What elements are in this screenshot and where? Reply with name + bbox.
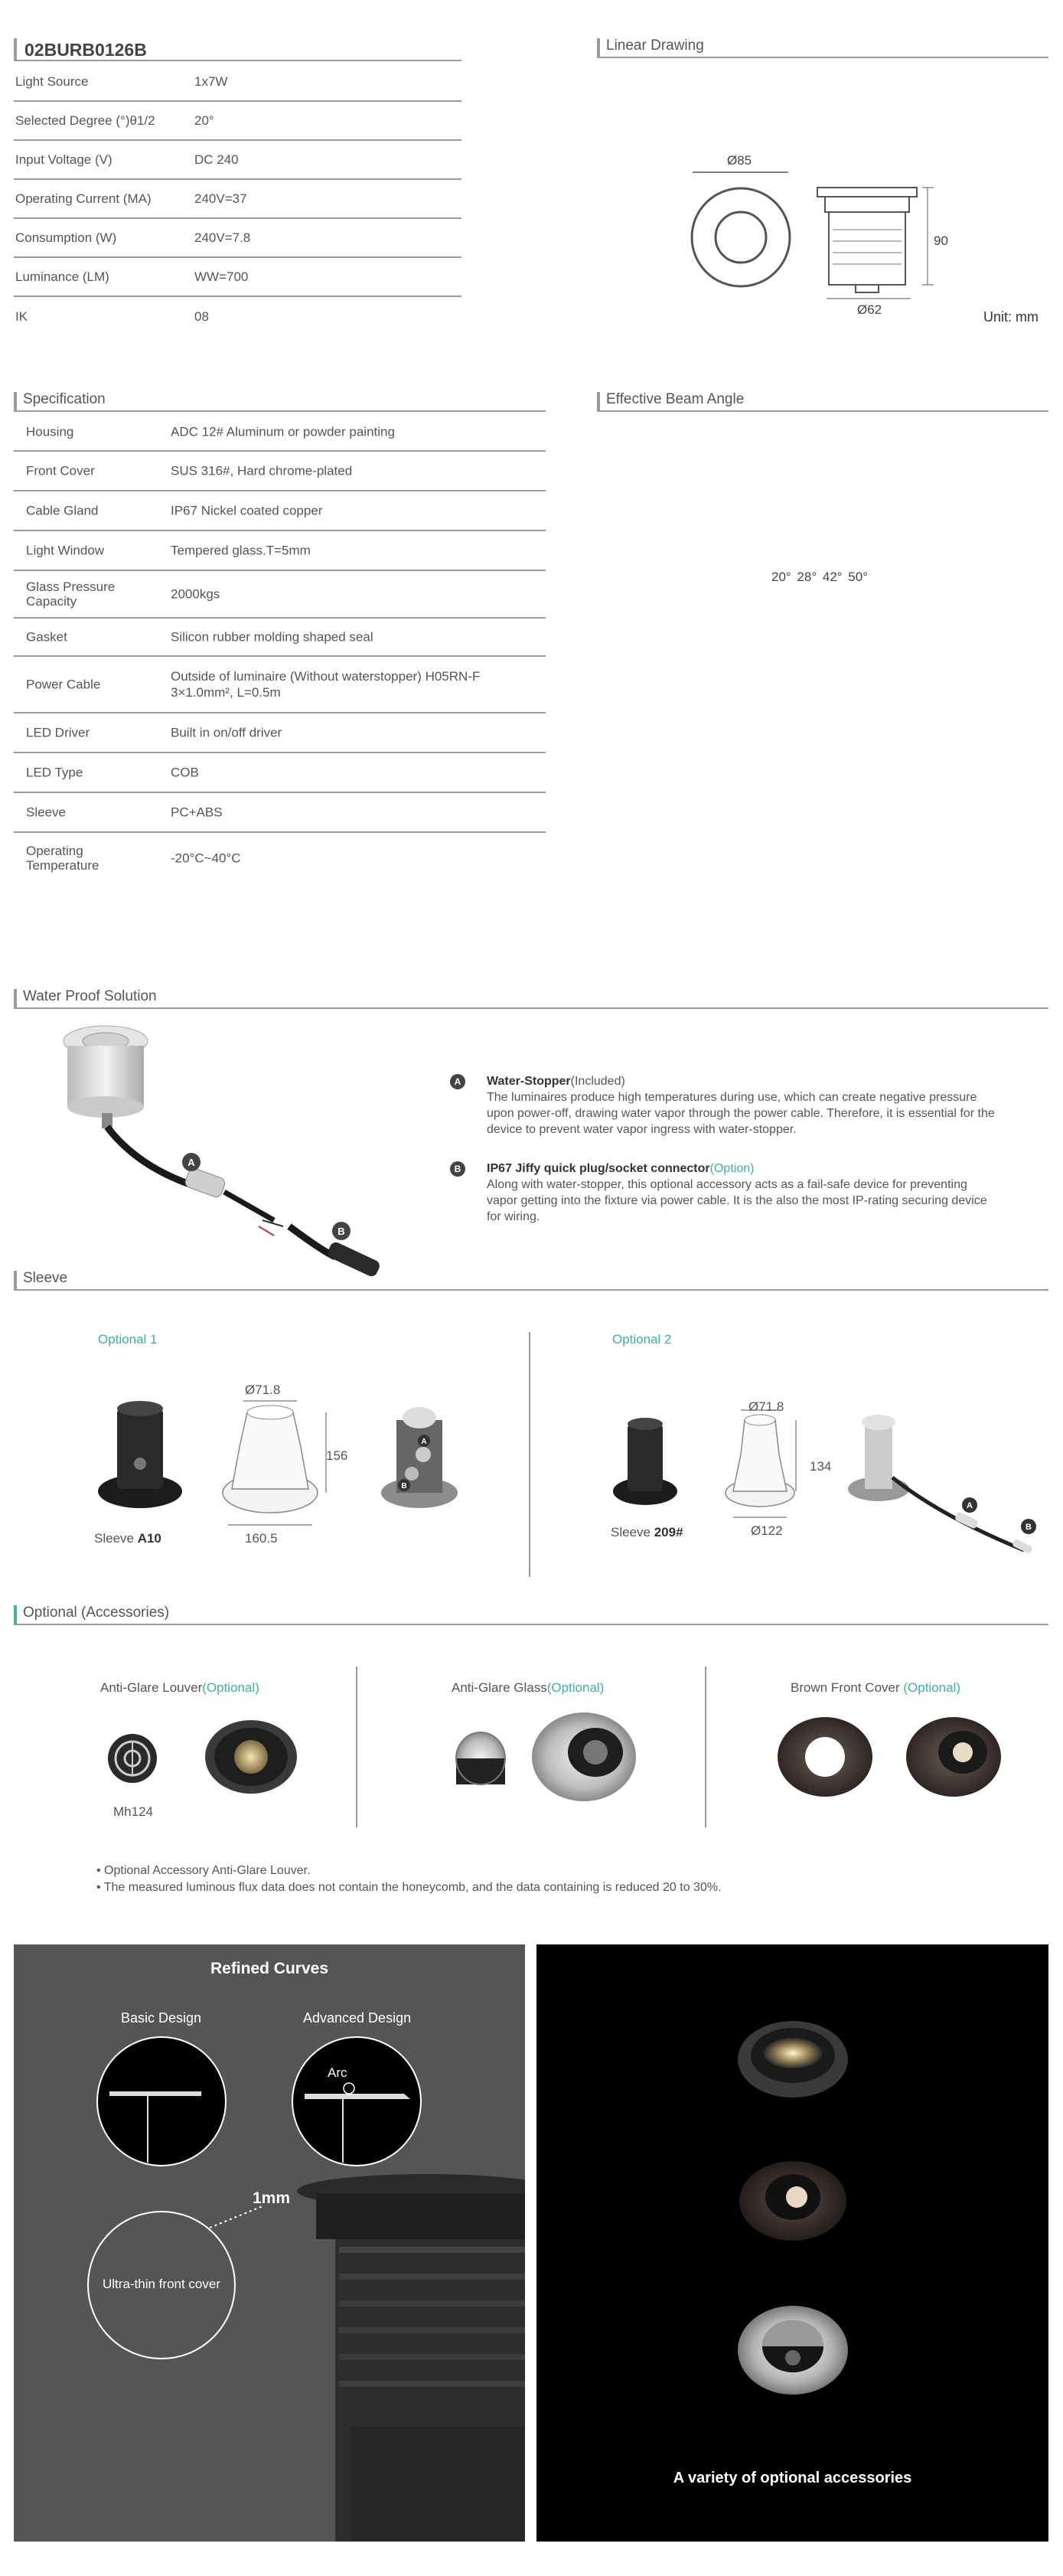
specification-row [14,452,546,491]
waterstopper-suffix: (Included) [570,1075,625,1088]
acc-note-1: • Optional Accessory Anti-Glare Louver. [96,1864,311,1877]
sleeve-opt1-images [83,1378,511,1546]
spec-top-label: Operating Current (MA) [15,191,152,206]
linear-drawing-section [597,38,1048,329]
specification-value: 2000kgs [171,586,220,602]
specification-label: Power Cable [26,677,101,692]
specification-section [14,392,546,928]
unit-label: Unit: mm [983,309,1039,325]
specification-row [14,413,546,452]
variety-caption: A variety of optional accessories [673,2470,912,2486]
specification-title: Specification [23,391,106,407]
beam-angle-title: Effective Beam Angle [606,391,745,407]
sleeve-title: Sleeve [23,1270,68,1286]
svg-text:B: B [337,1226,345,1237]
mh-label: Mh124 [113,1804,153,1819]
svg-text:A: A [187,1157,195,1168]
accessories-variety-panel [536,1944,1048,2542]
sleeve-opt2-images [595,1401,1055,1569]
specification-label: Housing [26,424,74,439]
specification-value: Outside of luminaire (Without waterstopper) H05RN-F 3×1.0mm², L=0.5m [171,669,481,700]
linear-drawing-title: Linear Drawing [606,38,704,54]
top-view-inner [716,212,766,263]
spec-top-row [14,258,461,297]
spec-top-value: 240V=37 [194,191,247,206]
spec-top-value: 240V=7.8 [194,230,251,245]
dim-bottom-label: Ø62 [857,302,882,317]
waterproof-section [14,989,1048,1288]
specification-value: IP67 Nickel coated copper [171,503,323,518]
specification-row [14,793,546,833]
specification-value: Silicon rubber molding shaped seal [171,629,373,645]
top-specs [14,38,461,337]
sleeve-opt2-dim-top: Ø71.8 [748,1399,784,1414]
sleeve-opt1-name: Sleeve A10 [94,1531,161,1546]
spec-top-label: Consumption (W) [15,230,117,245]
specification-value: PC+ABS [171,805,223,820]
specification-label: Sleeve [26,805,66,820]
spec-top-label: Input Voltage (V) [15,152,112,167]
connector-text: Along with water-stopper, this optional accessory acts as a fail-safe device for preventing vapor getting into the fixture via power cable. It is the also the most IP-rating securing device for wiring. [487,1178,987,1223]
connector-title: IP67 Jiffy quick plug/socket connector [487,1162,710,1175]
specification-label: Front Cover [26,463,95,478]
sleeve-divider [529,1332,530,1577]
top-view-outer [692,188,790,286]
specification-label: LED Type [26,765,83,780]
linear-drawing-svg [597,84,1048,329]
spec-top-row [14,297,461,336]
dim-top-label: Ø85 [727,153,752,168]
beam-angle-values: 20° 28° 42° 50° [771,570,868,584]
specification-label: Operating Temperature [26,844,99,873]
spec-top-value: 1x7W [194,73,228,89]
badge-a-icon: A [450,1074,465,1089]
spec-top-row [14,102,461,141]
refined-curves-title: Refined Curves [210,1960,329,1977]
dim-height-label: 90 [934,233,948,248]
spec-top-row [14,219,461,258]
spec-top-label: Selected Degree (°)θ1/2 [15,113,155,128]
specification-row [14,531,546,571]
specification-value: -20°C~40°C [171,851,241,866]
badge-b-icon: B [450,1161,465,1177]
refined-curves-panel [14,1944,525,2542]
specification-value: Built in on/off driver [171,725,282,740]
specification-label: Gasket [26,629,67,645]
sleeve-opt1-dim-h: 156 [326,1448,348,1463]
model-number: 02BURB0126B [24,40,147,60]
accessories-section [14,1605,1048,1912]
waterstopper-title: Water-Stopper [487,1075,571,1088]
specification-label: LED Driver [26,725,90,740]
specification-row [14,491,546,531]
sleeve-opt1-dim-bottom: 160.5 [245,1531,278,1546]
waterproof-illustration [44,1020,412,1288]
waterstopper-text: The luminaires produce high temperatures during use, which can create negative pressure upon power-off, drawing water vapor through the power cable. Therefore, it is essential for the device to prevent water vapor ingress with water-stopper. [487,1091,995,1136]
sleeve-opt1-label: Optional 1 [98,1332,158,1347]
spec-top-row [14,141,461,180]
specification-label: Glass Pressure Capacity [26,580,116,609]
acc-note-2: • The measured luminous flux data does not contain the honeycomb, and the data containing is reduced 20 to 30%. [96,1881,722,1894]
spec-top-value: 08 [194,309,209,324]
sleeve-opt2-dim-h: 134 [810,1459,832,1474]
svg-text:B: B [401,1482,407,1490]
variety-illustration [536,1944,1048,2542]
arc-label: Arc [328,2065,347,2080]
spec-top-row [14,180,461,219]
specification-value: SUS 316#, Hard chrome-plated [171,463,353,478]
sleeve-opt2-name: Sleeve 209# [611,1525,683,1539]
svg-text:A: A [967,1501,973,1510]
ultra-thin-label: Ultra-thin front cover [103,2277,220,2291]
specification-value: ADC 12# Aluminum or powder painting [171,424,395,439]
connector-block [450,1161,1001,1225]
sleeve-opt2-label: Optional 2 [612,1332,672,1347]
specification-row [14,753,546,793]
sleeve-opt1-dim-top: Ø71.8 [245,1383,281,1397]
connector-suffix: (Option) [709,1162,755,1175]
mm-label: 1mm [253,2189,291,2207]
specification-value: Tempered glass.T=5mm [171,543,311,558]
specification-row [14,571,546,619]
specification-row [14,657,546,713]
spec-top-value: 20° [194,113,214,128]
spec-top-label: IK [15,309,28,324]
advanced-design-label: Advanced Design [303,2010,412,2026]
sleeve-section [14,1271,1048,1592]
specification-row [14,713,546,753]
specification-label: Cable Gland [26,503,99,518]
sleeve-opt2-dim-bottom: Ø122 [751,1523,783,1538]
beam-angle-section [597,392,1048,591]
waterstopper-block [450,1073,1001,1138]
accessories-title: Optional (Accessories) [23,1605,170,1621]
specification-row [14,833,546,883]
spec-top-row [14,63,461,102]
specification-row [14,619,546,657]
spec-top-label: Luminance (LM) [15,269,109,284]
acc-item-glass-label: Anti-Glare Glass(Optional) [452,1680,605,1695]
spec-top-value: WW=700 [194,269,249,284]
acc-item-cover-label: Brown Front Cover (Optional) [791,1680,961,1695]
waterproof-title: Water Proof Solution [23,988,157,1004]
spec-top-label: Light Source [15,73,89,89]
accessory-images [14,1705,1048,1820]
svg-text:B: B [1026,1523,1032,1532]
specification-label: Light Window [26,543,105,558]
spec-top-value: DC 240 [194,152,239,167]
svg-text:A: A [421,1438,427,1446]
acc-item-louver-label: Anti-Glare Louver(Optional) [100,1680,259,1695]
specification-value: COB [171,765,199,780]
basic-design-label: Basic Design [121,2010,202,2026]
